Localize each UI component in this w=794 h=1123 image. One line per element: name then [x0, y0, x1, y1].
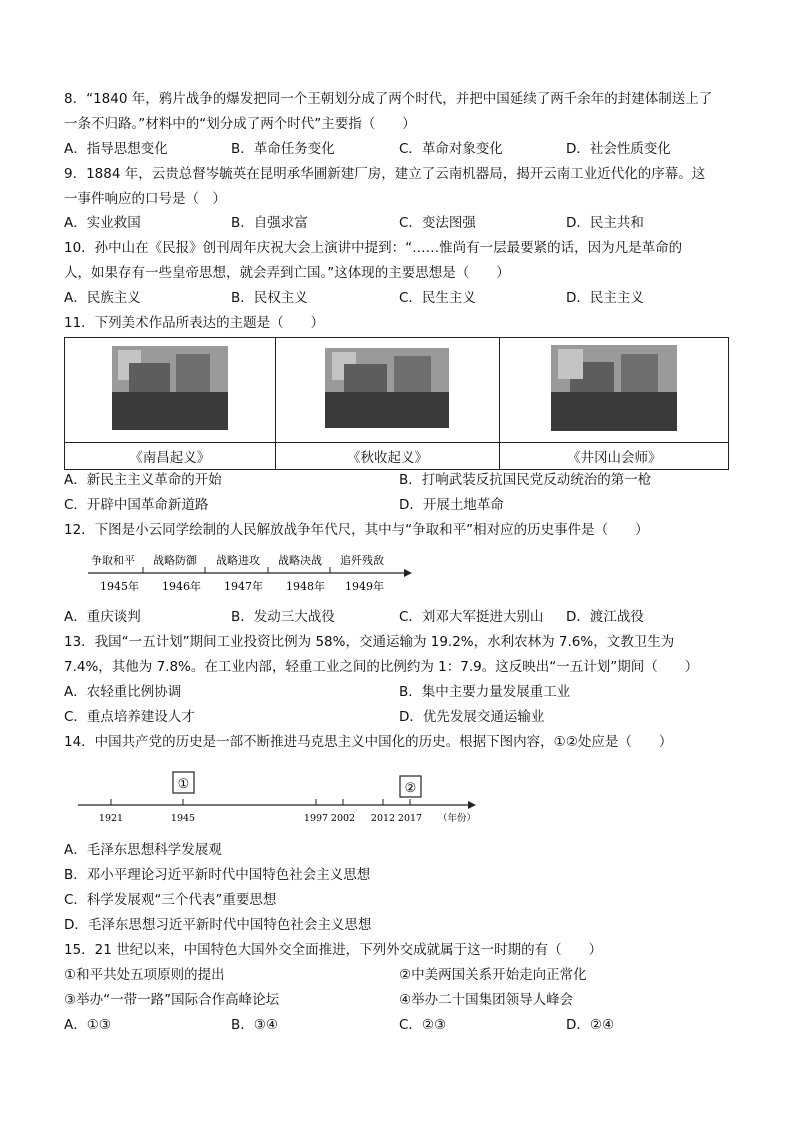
q12-option-d[interactable]: D．渡江战役	[566, 609, 644, 625]
q8-stem-line1: 8．“1840 年，鸦片战争的爆发把同一个王朝划分成了两个时代，并把中国延续了两千余年的封建体制送上了	[64, 91, 713, 107]
q10-option-d[interactable]: D．民主主义	[566, 290, 644, 306]
q14-option-b[interactable]: B．邓小平理论习近平新时代中国特色社会主义思想	[64, 867, 371, 883]
year-label-2002: 2002	[330, 813, 356, 824]
year-unit-label: （年份）	[438, 813, 477, 824]
q12-option-b[interactable]: B．发动三大战役	[231, 609, 335, 625]
year-1949: 1949年	[345, 580, 384, 593]
q9-stem-line2: 一事件响应的口号是（ ）	[64, 191, 226, 207]
q15-option-d[interactable]: D．②④	[566, 1017, 615, 1033]
q15-item-3: ③举办“一带一路”国际合作高峰论坛	[64, 992, 280, 1008]
q13-stem-line1: 13．我国“一五计划”期间工业投资比例为 58%，交通运输为 19.2%，水利农林为 7.6%，文教卫生为	[64, 634, 675, 650]
q11-option-b[interactable]: B．打响武装反抗国民党反动统治的第一枪	[399, 472, 652, 488]
year-label-1921: 1921	[98, 813, 124, 824]
q9-option-b[interactable]: B．自强求富	[231, 215, 308, 231]
year-label-1945: 1945	[170, 813, 196, 824]
q14-option-a[interactable]: A．毛泽东思想科学发展观	[64, 842, 222, 858]
q8-option-a[interactable]: A．指导思想变化	[64, 141, 168, 157]
q8-option-b[interactable]: B．革命任务变化	[231, 141, 335, 157]
q11-option-c[interactable]: C．开辟中国革命新道路	[64, 497, 209, 513]
year-1947: 1947年	[224, 580, 263, 593]
year-1945: 1945年	[100, 580, 139, 593]
q14-option-c[interactable]: C．科学发展观“三个代表”重要思想	[64, 892, 277, 908]
q10-option-a[interactable]: A．民族主义	[64, 290, 141, 306]
blank-box-1-label: ①	[177, 777, 190, 792]
caption-jinggangshan: 《井冈山会师》	[500, 443, 729, 470]
q15-item-2: ②中美两国关系开始走向正常化	[399, 967, 587, 983]
year-label-2012: 2012	[370, 813, 396, 824]
year-label-2017: 2017	[397, 813, 423, 824]
q10-stem-line2: 人，如果存有一些皇帝思想，就会弄到亡国。”这体现的主要思想是（ ）	[64, 265, 510, 281]
q9-option-d[interactable]: D．民主共和	[566, 215, 644, 231]
phase-decisive: 战略决战	[278, 554, 322, 567]
q15-item-4: ④举办二十国集团领导人峰会	[399, 992, 574, 1008]
party-theory-timeline	[78, 772, 476, 824]
phase-pursuit: 追歼残敌	[340, 554, 384, 567]
q13-option-b[interactable]: B．集中主要力量发展重工业	[399, 684, 571, 700]
war-timeline-arrow	[404, 569, 412, 577]
caption-autumn: 《秋收起义》	[275, 443, 500, 470]
q13-option-c[interactable]: C．重点培养建设人才	[64, 709, 195, 725]
q10-stem-line1: 10．孙中山在《民报》创刊周年庆祝大会上演讲中提到：“……惟尚有一层最要紧的话，因为凡是革命的	[64, 240, 683, 256]
phase-peace: 争取和平	[91, 554, 135, 567]
q9-option-a[interactable]: A．实业救国	[64, 215, 141, 231]
q14-option-d[interactable]: D．毛泽东思想习近平新时代中国特色社会主义思想	[64, 917, 372, 933]
year-label-1997: 1997	[303, 813, 329, 824]
q15-option-b[interactable]: B．③④	[231, 1017, 278, 1033]
year-1946: 1946年	[162, 580, 201, 593]
q9-stem-line1: 9．1884 年，云贵总督岑毓英在昆明承华圃新建厂房，建立了云南机器局，揭开云南工业近代化的序幕。这	[64, 166, 706, 182]
phase-defense: 战略防御	[153, 554, 197, 567]
q15-option-a[interactable]: A．①③	[64, 1017, 111, 1033]
theory-timeline-arrow	[468, 801, 476, 809]
q12-option-c[interactable]: C．刘邓大军挺进大别山	[399, 609, 544, 625]
q8-option-d[interactable]: D．社会性质变化	[566, 141, 671, 157]
war-timeline	[88, 553, 412, 593]
q9-option-c[interactable]: C．变法图强	[399, 215, 476, 231]
q12-stem: 12．下图是小云同学绘制的人民解放战争年代尺，其中与“争取和平”相对应的历史事件是（ ）	[64, 522, 649, 538]
q12-option-a[interactable]: A．重庆谈判	[64, 609, 141, 625]
q13-stem-line2: 7.4%，其他为 7.8%。在工业内部，轻重工业之间的比例约为 1：7.9。这反映出“一五计划”期间（ ）	[64, 659, 699, 675]
q11-option-a[interactable]: A．新民主主义革命的开始	[64, 472, 222, 488]
caption-nanchang: 《南昌起义》	[65, 443, 276, 470]
q13-option-a[interactable]: A．农轻重比例协调	[64, 684, 182, 700]
blank-box-2-label: ②	[404, 781, 417, 796]
q11-option-d[interactable]: D．开展土地革命	[399, 497, 504, 513]
q14-stem: 14．中国共产党的历史是一部不断推进马克思主义中国化的历史。根据下图内容，①②处应是（ ）	[64, 734, 673, 750]
q15-option-c[interactable]: C．②③	[399, 1017, 447, 1033]
phase-offense: 战略进攻	[216, 554, 260, 567]
q13-option-d[interactable]: D．优先发展交通运输业	[399, 709, 545, 725]
q10-option-c[interactable]: C．民生主义	[399, 290, 476, 306]
q8-stem-line2: 一条不归路。”材料中的“划分成了两个时代”主要指（ ）	[64, 116, 416, 132]
year-1948: 1948年	[286, 580, 325, 593]
q10-option-b[interactable]: B．民权主义	[231, 290, 308, 306]
q8-option-c[interactable]: C．革命对象变化	[399, 141, 503, 157]
q11-stem: 11．下列美术作品所表达的主题是（ ）	[64, 315, 325, 331]
q15-stem: 15．21 世纪以来，中国特色大国外交全面推进，下列外交成就属于这一时期的有（ ）	[64, 942, 603, 958]
q15-item-1: ①和平共处五项原则的提出	[64, 967, 225, 983]
